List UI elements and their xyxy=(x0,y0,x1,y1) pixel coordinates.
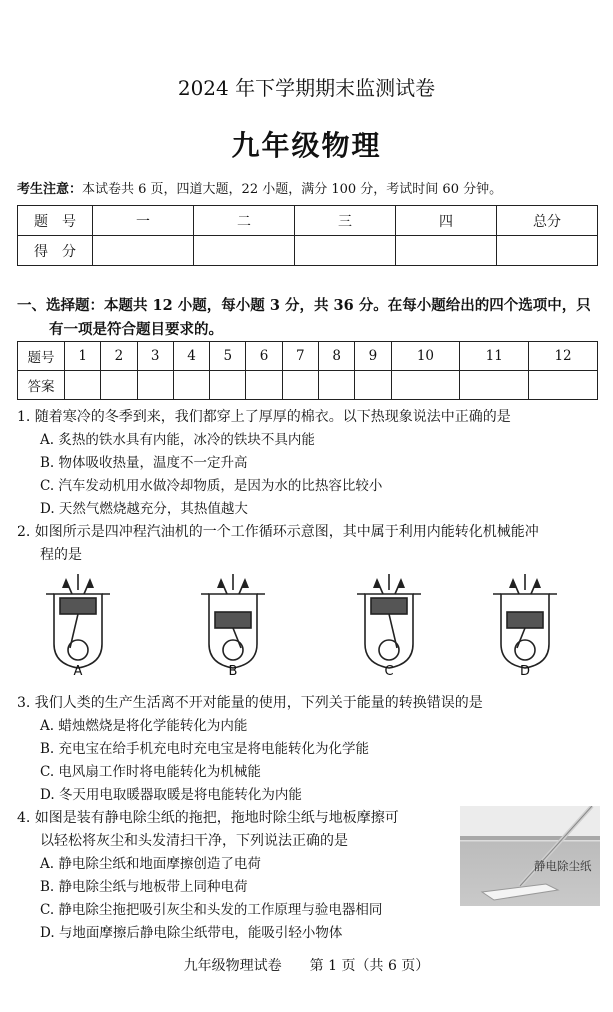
question-3-option-b: B. 充电宝在给手机充电时充电宝是将电能转化为化学能 xyxy=(40,741,370,757)
answer-cell xyxy=(355,371,391,400)
answer-cell xyxy=(65,371,101,400)
score-header-cell: 总分 xyxy=(497,206,598,236)
answer-cell xyxy=(101,371,137,400)
section1-line1: 一、选择题：本题共 12 小题，每小题 3 分，共 36 分。在每小题给出的四个选项中，只 xyxy=(17,297,591,314)
question-number-cell: 4 xyxy=(173,342,209,371)
answer-table-number-row xyxy=(18,342,598,371)
score-cell xyxy=(93,236,194,266)
answer-cell xyxy=(246,371,282,400)
page-footer: 九年级物理试卷 第 1 页（共 6 页） xyxy=(183,958,430,974)
score-header-cell: 题 号 xyxy=(18,206,93,236)
section1-line2: 有一项是符合题目要求的。 xyxy=(49,321,223,338)
question-4-option-d: D. 与地面摩擦后静电除尘纸带电，能吸引轻小物体 xyxy=(40,925,343,941)
engine-label-b: B xyxy=(228,664,238,679)
question-4-option-a: A. 静电除尘纸和地面摩擦创造了电荷 xyxy=(40,856,261,872)
score-table-header-row xyxy=(18,206,598,236)
question-3-option-a: A. 蜡烛燃烧是将化学能转化为内能 xyxy=(40,718,248,734)
answer-cell xyxy=(529,371,598,400)
question-number-cell: 12 xyxy=(529,342,598,371)
question-2-stem-line1: 2. 如图所示是四冲程汽油机的一个工作循环示意图，其中属于利用内能转化机械能冲 xyxy=(17,524,539,540)
mop-photo xyxy=(460,806,600,906)
question-1-option-b: B. 物体吸收热量，温度不一定升高 xyxy=(40,455,248,471)
question-1-option-a: A. 炙热的铁水具有内能，冰冷的铁块不具内能 xyxy=(40,432,315,448)
mop-photo-label: 静电除尘纸 xyxy=(534,859,592,873)
answer-cell xyxy=(210,371,246,400)
score-header-cell: 三 xyxy=(295,206,396,236)
question-1-stem: 1. 随着寒冷的冬季到来，我们都穿上了厚厚的棉衣。以下热现象说法中正确的是 xyxy=(17,409,511,425)
question-number-cell: 8 xyxy=(318,342,354,371)
exam-title: 2024 年下学期期末监测试卷 xyxy=(177,76,436,100)
answer-table xyxy=(17,341,598,400)
question-3-stem: 3. 我们人类的生产生活离不开对能量的使用，下列关于能量的转换错误的是 xyxy=(17,695,483,711)
section1-heading xyxy=(17,294,602,342)
question-4-option-c: C. 静电除尘拖把吸引灰尘和头发的工作原理与验电器相同 xyxy=(40,902,383,918)
candidate-notice xyxy=(17,178,607,197)
question-number-cell: 1 xyxy=(65,342,101,371)
question-2-stem-line2: 程的是 xyxy=(40,547,82,563)
engine-label-a: A xyxy=(73,664,83,679)
answer-header-label: 题号 xyxy=(18,342,65,371)
score-header-cell: 二 xyxy=(194,206,295,236)
question-4-stem-line2: 以轻松将灰尘和头发清扫干净，下列说法正确的是 xyxy=(40,833,348,849)
answer-cell xyxy=(137,371,173,400)
question-1-option-c: C. 汽车发动机用水做冷却物质，是因为水的比热容比较小 xyxy=(40,478,383,494)
question-number-cell: 6 xyxy=(246,342,282,371)
score-cell xyxy=(497,236,598,266)
question-3-option-d: D. 冬天用电取暖器取暖是将电能转化为内能 xyxy=(40,787,302,803)
question-number-cell: 10 xyxy=(391,342,460,371)
score-cell xyxy=(295,236,396,266)
score-header-cell: 四 xyxy=(396,206,497,236)
mop-drawing xyxy=(460,806,600,906)
score-table xyxy=(17,205,598,266)
question-number-cell: 3 xyxy=(137,342,173,371)
score-cell xyxy=(396,236,497,266)
subject-title: 九年级物理 xyxy=(231,129,382,162)
answer-cell xyxy=(282,371,318,400)
question-number-cell: 11 xyxy=(460,342,529,371)
notice-label: 考生注意： xyxy=(17,182,83,197)
score-table-score-row xyxy=(18,236,598,266)
question-number-cell: 2 xyxy=(101,342,137,371)
answer-cell xyxy=(318,371,354,400)
engine-label-c: C xyxy=(384,664,394,679)
engine-label-d: D xyxy=(519,664,530,679)
answer-cell xyxy=(460,371,529,400)
question-number-cell: 9 xyxy=(355,342,391,371)
score-row-label: 得 分 xyxy=(18,236,93,266)
question-1-option-d: D. 天然气燃烧越充分，其热值越大 xyxy=(40,501,248,517)
question-4-stem-line1: 4. 如图是装有静电除尘纸的拖把，拖地时除尘纸与地板摩擦可 xyxy=(17,810,399,826)
question-number-cell: 7 xyxy=(282,342,318,371)
answer-row-label: 答案 xyxy=(18,371,65,400)
question-number-cell: 5 xyxy=(210,342,246,371)
question-4-option-b: B. 静电除尘纸与地板带上同种电荷 xyxy=(40,879,248,895)
notice-text: 本试卷共 6 页，四道大题，22 小题，满分 100 分，考试时间 60 分钟。 xyxy=(82,182,503,197)
score-header-cell: 一 xyxy=(93,206,194,236)
score-cell xyxy=(194,236,295,266)
answer-table-answer-row xyxy=(18,371,598,400)
answer-cell xyxy=(173,371,209,400)
answer-cell xyxy=(391,371,460,400)
question-3-option-c: C. 电风扇工作时将电能转化为机械能 xyxy=(40,764,261,780)
